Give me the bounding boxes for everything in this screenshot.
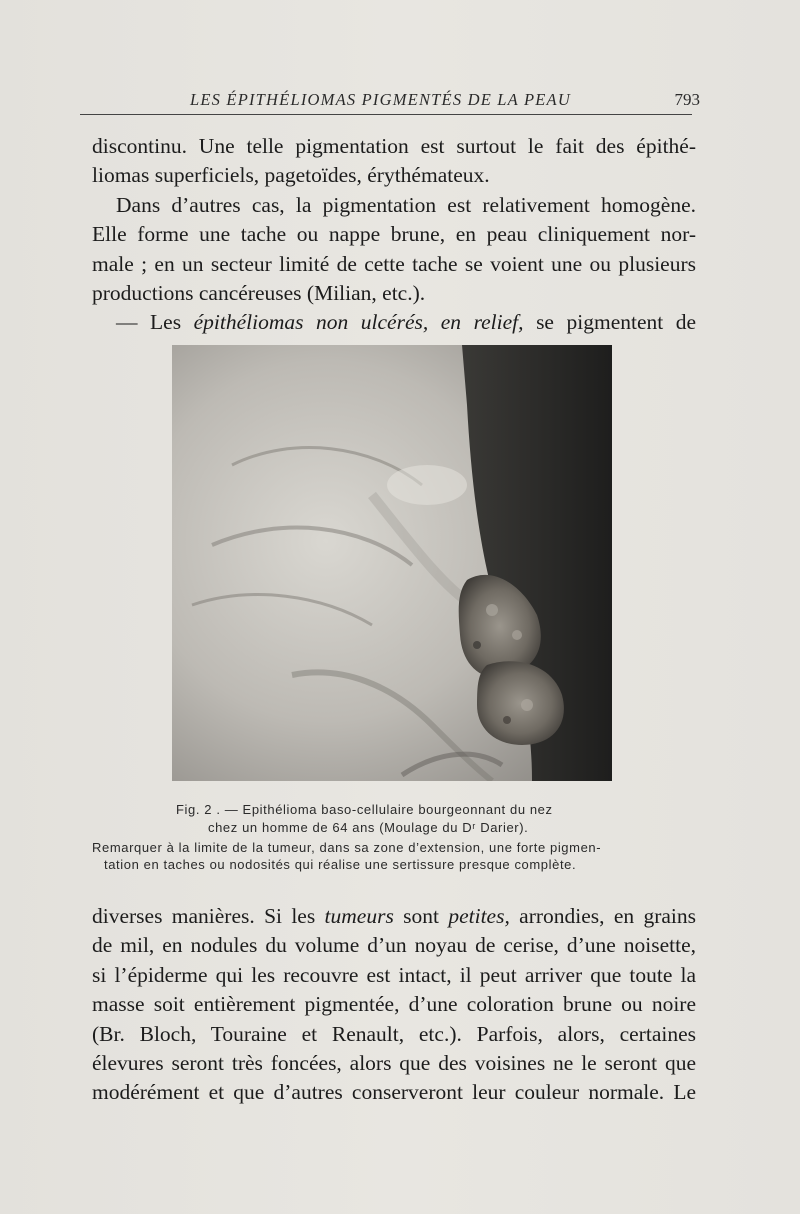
running-head [92,86,700,116]
italic-fragment: petites, [448,904,510,928]
page-number: 793 [674,90,700,109]
text-line: liomas superficiels, pagetoïdes, érythémateux. [92,163,490,188]
paragraph-top [92,132,696,338]
header-rule [80,114,692,115]
italic-line-suffix: se pigmentent de [536,310,697,335]
text-line: discontinu. Une telle pigmentation est surtout le fait des épithé- [92,134,696,158]
figure-caption-line: Remarquer à la limite de la tumeur, dans sa zone d’extension, une forte pigmen- [92,840,602,855]
text-line: productions cancéreuses (Milian, etc.). [92,280,426,305]
text-line-italic [92,308,696,337]
text-line: élevures seront très foncées, alors que des voisines ne le seront que [92,1050,696,1075]
figure-photograph [172,345,612,781]
figure-caption-line: chez un homme de 64 ans (Moulage du Dʳ Darier). [208,820,529,835]
text-line: modérément et que d’autres conserveront leur couleur normale. Le [92,1080,696,1105]
figure-caption-line: tation en taches ou nodosités qui réalise une sertissure presque complète. [104,857,577,872]
text-fragment: diverses manières. Si les [92,904,316,928]
text-line: masse soit entièrement pigmentée, d’une coloration brune ou noire [92,992,696,1017]
text-line: (Br. Bloch, Touraine et Renault, etc.). Parfois, alors, certaines [92,1021,696,1046]
nose-tumor-photo [172,345,612,781]
text-fragment: arrondies, en grains [519,904,697,928]
italic-line-emphasis: épithéliomas non ulcérés, en relief, [193,310,524,335]
text-line-italic [92,902,696,931]
paragraph-bottom [92,902,696,1108]
text-line: Dans d’autres cas, la pigmentation est relativement homogène. [116,192,696,217]
text-line: male ; en un secteur limité de cette tache se voient une ou plusieurs [92,251,696,276]
italic-fragment: tumeurs [324,904,394,928]
text-fragment: sont [403,904,439,928]
figure-caption-line: Fig. 2 . — Epithélioma baso-cellulaire bourgeonnant du nez [176,802,553,817]
running-title: LES ÉPITHÉLIOMAS PIGMENTÉS DE LA PEAU [190,90,571,109]
text-line: de mil, en nodules du volume d’un noyau de cerise, d’une noisette, [92,933,696,958]
text-line: si l’épiderme qui les recouvre est intact, il peut arriver que toute la [92,962,696,987]
text-line: Elle forme une tache ou nappe brune, en peau cliniquement nor- [92,222,696,247]
italic-line-prefix: — Les [116,310,182,335]
